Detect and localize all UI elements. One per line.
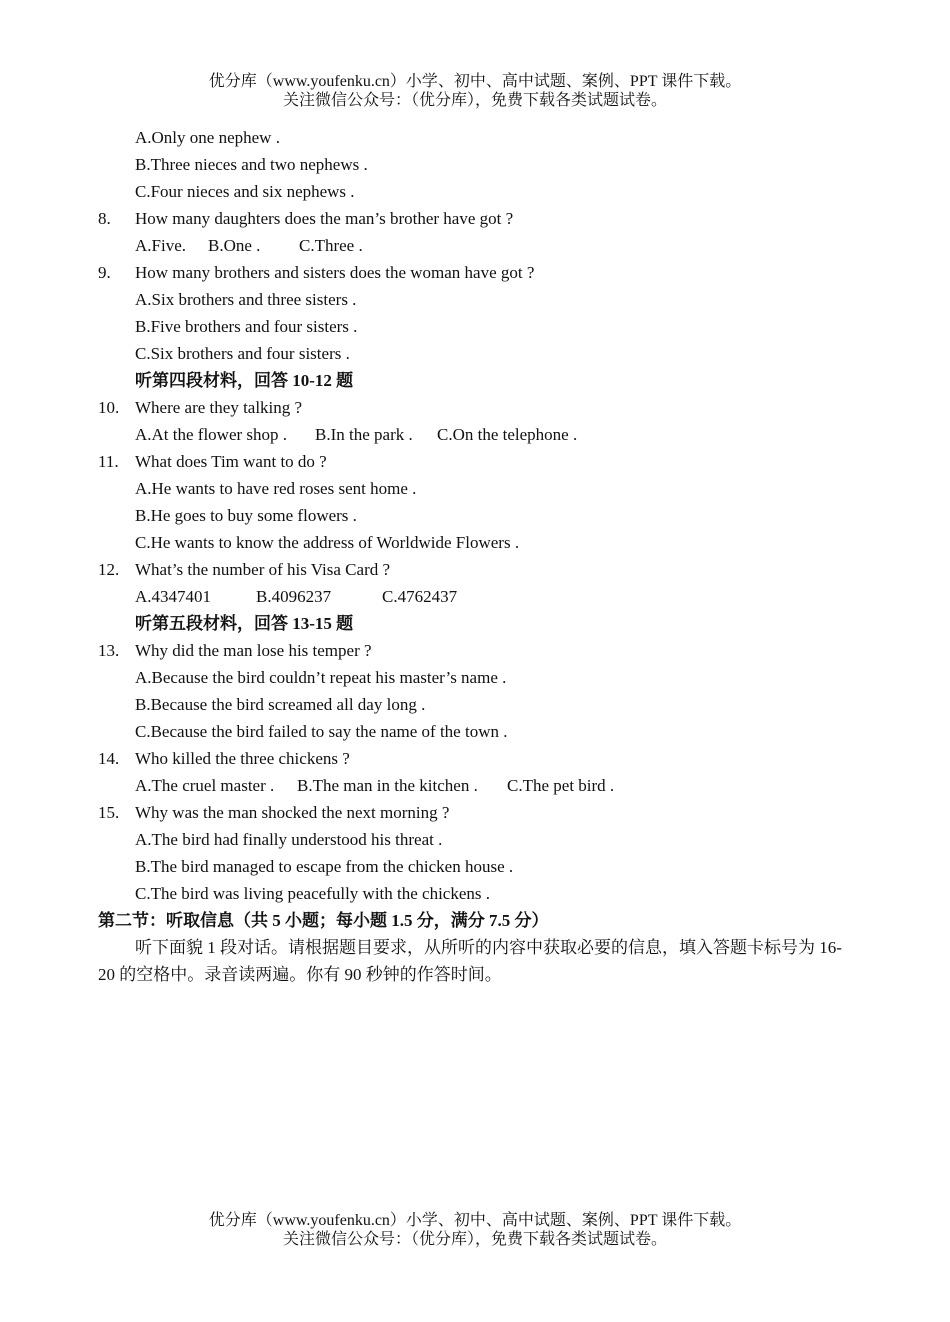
q8-options xyxy=(98,232,858,259)
question-14 xyxy=(98,745,858,772)
question-number: 15. xyxy=(98,803,120,822)
question-number: 14. xyxy=(98,749,120,768)
part-2-heading: 第二节：听取信息（共 5 小题；每小题 1.5 分，满分 7.5 分） xyxy=(98,911,549,930)
q15-option-b: B.The bird managed to escape from the chicken house . xyxy=(135,857,514,876)
q8-option-b: B.One . xyxy=(208,236,261,255)
q12-option-c: C.4762437 xyxy=(382,587,458,606)
q10-option-a: A.At the flower shop . xyxy=(135,425,288,444)
q12-option-a: A.4347401 xyxy=(135,587,212,606)
q13-option-c: C.Because the bird failed to say the name of the town . xyxy=(135,722,508,741)
section-5-heading: 听第五段材料，回答 13-15 题 xyxy=(135,614,354,633)
q11-option-a: A.He wants to have red roses sent home . xyxy=(135,479,417,498)
question-9 xyxy=(98,259,858,286)
question-text: Why did the man lose his temper ? xyxy=(135,641,372,660)
q8-option-a: A.Five. xyxy=(135,236,186,255)
question-text: What does Tim want to do ? xyxy=(135,452,327,471)
question-number: 10. xyxy=(98,398,120,417)
page-footer xyxy=(0,1211,950,1249)
part-2-instructions: 听下面貌 1 段对话。请根据题目要求，从所听的内容中获取必要的信息，填入答题卡标号为 16-20 的空格中。录音读两遍。你有 90 秒钟的作答时间。 xyxy=(98,938,842,984)
q11-option-c: C.He wants to know the address of Worldwide Flowers . xyxy=(135,533,520,552)
exam-content xyxy=(98,124,858,988)
q10-option-c: C.On the telephone . xyxy=(437,425,578,444)
q9-option-b: B.Five brothers and four sisters . xyxy=(135,317,358,336)
q14-option-b: B.The man in the kitchen . xyxy=(297,776,478,795)
q7-option-c: C.Four nieces and six nephews . xyxy=(135,182,355,201)
question-text: Where are they talking ? xyxy=(135,398,303,417)
question-text: How many brothers and sisters does the woman have got ? xyxy=(135,263,535,282)
question-11 xyxy=(98,448,858,475)
question-number: 11. xyxy=(98,452,119,471)
q15-option-a: A.The bird had finally understood his threat . xyxy=(135,830,443,849)
question-12 xyxy=(98,556,858,583)
q10-option-b: B.In the park . xyxy=(315,425,413,444)
question-number: 8. xyxy=(98,209,111,228)
question-15 xyxy=(98,799,858,826)
header-line-1: 优分库（www.youfenku.cn）小学、初中、高中试题、案例、PPT 课件下载。 xyxy=(208,73,742,90)
q9-option-c: C.Six brothers and four sisters . xyxy=(135,344,350,363)
q14-options xyxy=(98,772,858,799)
footer-line-2: 关注微信公众号：（优分库），免费下载各类试题试卷。 xyxy=(282,1231,667,1248)
q8-option-c: C.Three . xyxy=(299,236,363,255)
q14-option-a: A.The cruel master . xyxy=(135,776,275,795)
q7-option-b: B.Three nieces and two nephews . xyxy=(135,155,368,174)
footer-line-1: 优分库（www.youfenku.cn）小学、初中、高中试题、案例、PPT 课件下载。 xyxy=(208,1212,742,1229)
question-text: Who killed the three chickens ? xyxy=(135,749,350,768)
q12-options xyxy=(98,583,858,610)
question-10 xyxy=(98,394,858,421)
q9-option-a: A.Six brothers and three sisters . xyxy=(135,290,357,309)
q14-option-c: C.The pet bird . xyxy=(507,776,615,795)
q10-options xyxy=(98,421,858,448)
question-number: 9. xyxy=(98,263,111,282)
q11-option-b: B.He goes to buy some flowers . xyxy=(135,506,357,525)
question-number: 13. xyxy=(98,641,120,660)
header-line-2: 关注微信公众号：（优分库），免费下载各类试题试卷。 xyxy=(282,92,667,109)
question-text: What’s the number of his Visa Card ? xyxy=(135,560,391,579)
question-number: 12. xyxy=(98,560,120,579)
q13-option-a: A.Because the bird couldn’t repeat his master’s name . xyxy=(135,668,507,687)
q12-option-b: B.4096237 xyxy=(256,587,332,606)
question-8 xyxy=(98,205,858,232)
page-header xyxy=(0,72,950,110)
q13-option-b: B.Because the bird screamed all day long . xyxy=(135,695,426,714)
section-4-heading: 听第四段材料，回答 10-12 题 xyxy=(135,371,354,390)
question-text: Why was the man shocked the next morning ? xyxy=(135,803,450,822)
q15-option-c: C.The bird was living peacefully with the chickens . xyxy=(135,884,491,903)
question-13 xyxy=(98,637,858,664)
q7-option-a: A.Only one nephew . xyxy=(135,128,280,147)
question-text: How many daughters does the man’s brother have got ? xyxy=(135,209,514,228)
